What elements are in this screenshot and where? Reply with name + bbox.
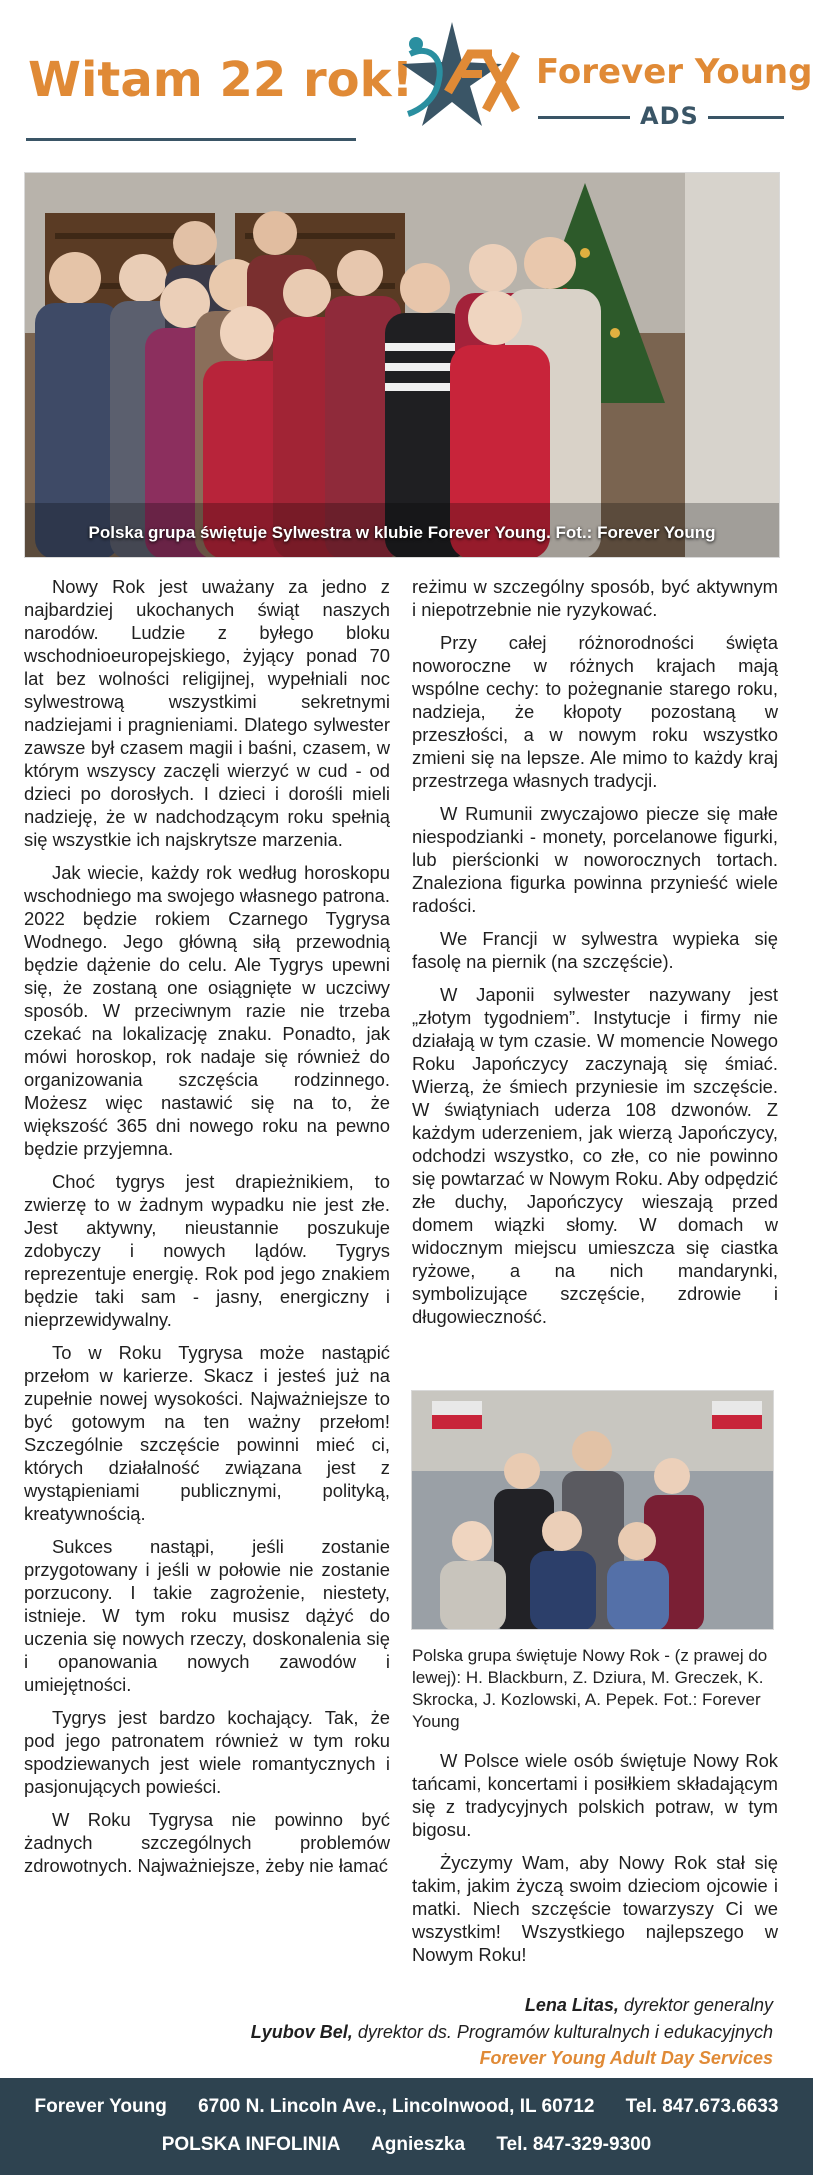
signature-line-1	[525, 1995, 773, 2016]
logo-figure-icon	[390, 14, 530, 144]
footer-contact-name: Agnieszka	[371, 2134, 466, 2155]
signatory-role: dyrektor generalny	[623, 1995, 773, 2015]
logo-name: Forever Young	[536, 52, 813, 92]
logo-subtitle: ADS	[640, 102, 699, 130]
footer-bar	[0, 2078, 813, 2175]
footer-infolinia: POLSKA INFOLINIA	[161, 2134, 341, 2155]
footer-address: 6700 N. Lincoln Ave., Lincolnwood, IL 60712	[198, 2096, 595, 2117]
paragraph: Choć tygrys jest drapieżnikiem, to zwierzę to w żadnym wypadku nie jest złe. Jest aktywny, nieustannie poszukuje zdobyczy i nowych lądów. Tygrys reprezentuje energię. Rok pod jego znakiem będzie taki sam - jasny, energiczny i nieprzewidywalny.	[24, 1171, 390, 1330]
group-photo-illustration	[25, 173, 780, 558]
footer-contact-line-2	[0, 2134, 813, 2156]
group-photo-main	[24, 172, 780, 558]
title-underline	[26, 138, 356, 141]
paragraph: Tygrys jest bardzo kochający. Tak, że pod jego patronatem również w tym roku spodziewanych jest wiele romantycznych i pasjonujących powieści.	[24, 1707, 390, 1797]
organization-name: Forever Young Adult Day Services	[479, 2048, 773, 2068]
paragraph: W Polsce wiele osób świętuje Nowy Rok tańcami, koncertami i posiłkiem składającym się z tradycyjnych polskich potraw, w tym bigosu.	[412, 1750, 778, 1840]
forever-young-logo	[390, 14, 813, 144]
paragraph: Jak wiecie, każdy rok według horoskopu wschodniego ma swojego własnego patrona. 2022 będzie rokiem Czarnego Tygrysa Wodnego. Jego główną siłą przewodnią będzie dążenie do celu. Ale Tygrys upewni się, że zostaną one osiągnięte w uczciwy sposób. W przeciwnym razie nie trzeba czekać na lokalizację znaku. Ponadto, jak mówi horoskop, rok nadaje się również do organizowania szczęścia rodzinnego. Możesz więc nastawić się na to, że większość 365 dni nowego roku na pewno będzie przyjemna.	[24, 862, 390, 1159]
signature-line-2	[251, 2022, 773, 2043]
footer-org: Forever Young	[34, 2096, 167, 2117]
article-right-column-end	[412, 1749, 778, 1976]
paragraph: W Rumunii zwyczajowo piecze się małe niespodzianki - monety, porcelanowe figurki, lub pierścionki w noworocznych tortach. Znaleziona figurka powinna przynieść wiele radości.	[412, 803, 778, 916]
paragraph: W Japonii sylwester nazywany jest „złotym tygodniem”. Instytucje i firmy nie działają w tym czasie. W momencie Nowego Roku Japończycy zaczynają się śmiać. Wierzą, że śmiech przyniesie im szczęście. W świątyniach uderza 108 dzwonów. Z każdym uderzeniem, jak wierzą Japończycy, odchodzi wszystko, co złe, co nie powinno się powtarzać w Nowym Roku. Aby odpędzić złe duchy, Japończycy wieszają przed domem wiązki słomy. W domach w widocznym miejscu umieszcza się ciastka ryżowe, a na nich mandarynki, symbolizujące szczęście, zdrowie i długowieczność.	[412, 984, 778, 1327]
paragraph: Przy całej różnorodności święta noworoczne w różnych krajach mają wspólne cechy: to pożegnanie starego roku, nadzieja, że kłopoty pozostaną w przeszłości, a w nowym roku wszystko zmieni się na lepsze. Ale mimo to każdy kraj przestrzega własnych tradycji.	[412, 632, 778, 791]
footer-phone-2: Tel. 847-329-9300	[496, 2134, 652, 2155]
small-photo-illustration	[412, 1391, 774, 1630]
paragraph-continued: reżimu w szczególny sposób, być aktywnym i niepotrzebnie nie ryzykować.	[412, 576, 778, 620]
signatory-name: Lyubov Bel,	[250, 2022, 353, 2042]
paragraph: To w Roku Tygrysa może nastąpić przełom w karierze. Skacz i jesteś już na zupełnie nowej wysokości. Najważniejsze to być gotowym na ten ważny przełom! Szczególnie szczęście powinni mieć ci, których działalność związana jest z wystąpieniami publicznymi, polityką, kreatywnością.	[24, 1342, 390, 1524]
main-photo-caption: Polska grupa świętuje Sylwestra w klubie Forever Young. Fot.: Forever Young	[88, 523, 716, 542]
logo-line-right	[708, 116, 784, 119]
article-left-column	[24, 575, 390, 1887]
paragraph: Nowy Rok jest uważany za jedno z najbardziej ukochanych świąt naszych narodów. Ludzie z byłego bloku wschodnioeuropejskiego, żyjący ponad 70 lat bez wolności religijnej, wypełniali noc sylwestrową wszystkimi sekretnymi nadziejami i pragnieniami. Dlatego sylwester zawsze był czasem magii i baśni, czasem, w którym wszyscy zaczęli wierzyć w cud - od dzieci po dorosłych. I dzieci i dorośli mieli nadzieję, że w nadchodzącym roku spełnią się wszystkie ich najskrytsze marzenia.	[24, 576, 390, 850]
footer-phone-1: Tel. 847.673.6633	[625, 2096, 779, 2117]
paragraph: Sukces nastąpi, jeśli zostanie przygotowany i jeśli w połowie nie zostanie porzucony. I takie zagrożenie, niestety, istnieje. W tym roku musisz dążyć do uczenia się nowych rzeczy, doskonalenia się i opanowania nowych zawodów i umiejętności.	[24, 1536, 390, 1695]
logo-line-left	[538, 116, 630, 119]
footer-contact-line-1	[0, 2096, 813, 2118]
group-photo-small	[411, 1390, 774, 1630]
page-title: Witam 22 rok!	[28, 52, 414, 108]
signatory-role: dyrektor ds. Programów kulturalnych i edukacyjnych	[357, 2022, 773, 2042]
signatory-name: Lena Litas,	[524, 1995, 619, 2015]
article-right-column	[412, 575, 778, 1338]
paragraph: W Roku Tygrysa nie powinno być żadnych szczególnych problemów zdrowotnych. Najważniejsze, żeby nie łamać	[24, 1809, 390, 1876]
paragraph: Życzymy Wam, aby Nowy Rok stał się takim, jakim życzą swoim dzieciom ojcowie i matki. Niech szczęście towarzyszy Ci we wszystkim! Wszystkiego najlepszego w Nowym Roku!	[412, 1852, 778, 1965]
paragraph: We Francji w sylwestra wypieka się fasolę na piernik (na szczęście).	[412, 928, 778, 972]
small-photo-caption: Polska grupa świętuje Nowy Rok - (z prawej do lewej): H. Blackburn, Z. Dziura, M. Greczek, K. Skrocka, J. Kozlowski, A. Pepek. Fot.: Forever Young	[412, 1646, 768, 1731]
